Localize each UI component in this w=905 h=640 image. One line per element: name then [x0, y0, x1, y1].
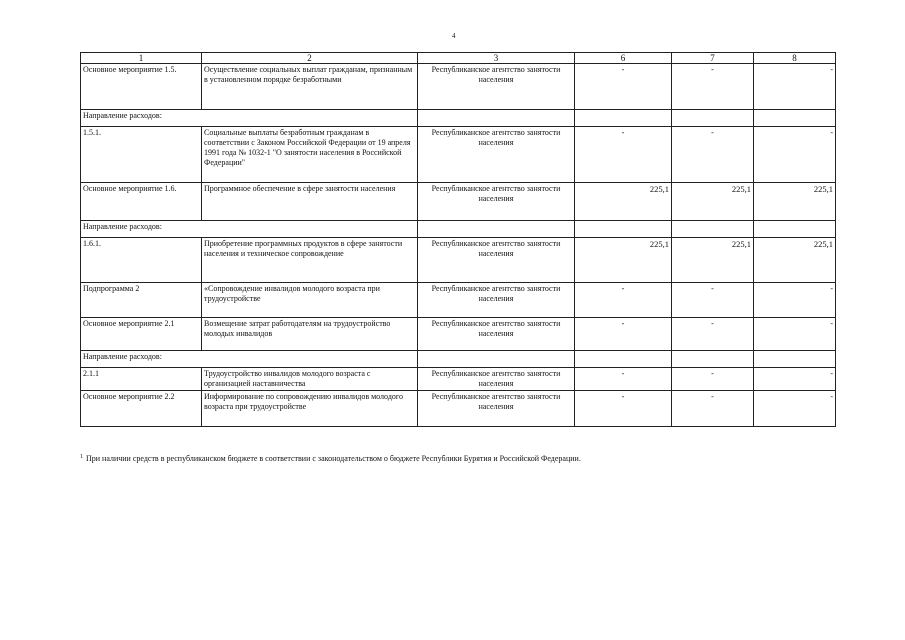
- page-number: 4: [452, 32, 456, 40]
- row-value-col8: -: [754, 391, 836, 427]
- table-row: [81, 127, 836, 183]
- table-row: [81, 64, 836, 110]
- row-code-cell: Основное мероприятие 2.2: [81, 391, 202, 427]
- table-row: [81, 283, 836, 318]
- section-label: Направление расходов:: [81, 221, 418, 238]
- row-value-col6: -: [575, 283, 672, 318]
- empty-cell: [575, 351, 672, 368]
- row-code-cell: 1.6.1.: [81, 238, 202, 283]
- footnote: [80, 454, 840, 463]
- table-row: [81, 368, 836, 391]
- row-value-col6: -: [575, 127, 672, 183]
- row-description-cell: Возмещение затрат работодателям на трудоустройство молодых инвалидов: [202, 318, 418, 351]
- row-value-col6: -: [575, 368, 672, 391]
- row-description-cell: Информирование по сопровождению инвалидов молодого возраста при трудоустройстве: [202, 391, 418, 427]
- row-value-col7: -: [672, 64, 754, 110]
- expenditure-table: [80, 52, 836, 427]
- empty-cell: [418, 110, 575, 127]
- header-cell-8: 8: [754, 53, 836, 64]
- empty-cell: [418, 221, 575, 238]
- header-cell-1: 1: [81, 53, 202, 64]
- empty-cell: [418, 351, 575, 368]
- empty-cell: [672, 110, 754, 127]
- row-value-col7: -: [672, 391, 754, 427]
- empty-cell: [754, 221, 836, 238]
- header-row: [81, 53, 836, 64]
- table-row: [81, 391, 836, 427]
- row-executor-cell: Республиканское агентство занятости населения: [418, 238, 575, 283]
- row-value-col8: -: [754, 64, 836, 110]
- row-code-cell: 2.1.1: [81, 368, 202, 391]
- empty-cell: [672, 351, 754, 368]
- row-code-cell: Подпрограмма 2: [81, 283, 202, 318]
- section-row: [81, 351, 836, 368]
- row-executor-cell: Республиканское агентство занятости населения: [418, 127, 575, 183]
- row-value-col7: -: [672, 127, 754, 183]
- table-row: [81, 183, 836, 221]
- row-description-cell: Трудоустройство инвалидов молодого возраста с организацией наставничества: [202, 368, 418, 391]
- row-value-col8: -: [754, 127, 836, 183]
- row-description-cell: Осуществление социальных выплат гражданам, признанным в установленном порядке безработными: [202, 64, 418, 110]
- table-row: [81, 238, 836, 283]
- row-value-col8: 225,1: [754, 238, 836, 283]
- row-executor-cell: Республиканское агентство занятости населения: [418, 64, 575, 110]
- row-value-col6: -: [575, 64, 672, 110]
- row-value-col7: -: [672, 318, 754, 351]
- header-cell-6: 6: [575, 53, 672, 64]
- section-label: Направление расходов:: [81, 110, 418, 127]
- empty-cell: [672, 221, 754, 238]
- footnote-marker: 1: [80, 454, 83, 460]
- row-description-cell: Программное обеспечение в сфере занятости населения: [202, 183, 418, 221]
- row-executor-cell: Республиканское агентство занятости населения: [418, 391, 575, 427]
- row-description-cell: Социальные выплаты безработным гражданам в соответствии с Законом Российской Федерации от 19 апреля 1991 года № 1032-1 "О занятости населения в Российской Федерации": [202, 127, 418, 183]
- section-row: [81, 110, 836, 127]
- section-row: [81, 221, 836, 238]
- row-value-col7: -: [672, 368, 754, 391]
- row-value-col8: 225,1: [754, 183, 836, 221]
- section-label: Направление расходов:: [81, 351, 418, 368]
- row-code-cell: Основное мероприятие 2.1: [81, 318, 202, 351]
- row-value-col6: -: [575, 318, 672, 351]
- row-value-col8: -: [754, 283, 836, 318]
- row-executor-cell: Республиканское агентство занятости населения: [418, 368, 575, 391]
- row-value-col8: -: [754, 318, 836, 351]
- row-description-cell: Приобретение программных продуктов в сфере занятости населения и техническое сопровождение: [202, 238, 418, 283]
- row-value-col7: 225,1: [672, 183, 754, 221]
- empty-cell: [575, 221, 672, 238]
- row-value-col7: -: [672, 283, 754, 318]
- header-cell-7: 7: [672, 53, 754, 64]
- header-cell-2: 2: [202, 53, 418, 64]
- footnote-text: При наличии средств в республиканском бюджете в соответствии с законодательством о бюджете Республики Бурятия и Российской Федерации.: [86, 454, 581, 463]
- row-description-cell: «Сопровождение инвалидов молодого возраста при трудоустройстве: [202, 283, 418, 318]
- row-code-cell: Основное мероприятие 1.6.: [81, 183, 202, 221]
- row-code-cell: Основное мероприятие 1.5.: [81, 64, 202, 110]
- empty-cell: [575, 110, 672, 127]
- row-executor-cell: Республиканское агентство занятости населения: [418, 318, 575, 351]
- row-executor-cell: Республиканское агентство занятости населения: [418, 183, 575, 221]
- empty-cell: [754, 351, 836, 368]
- row-value-col7: 225,1: [672, 238, 754, 283]
- row-code-cell: 1.5.1.: [81, 127, 202, 183]
- row-value-col8: -: [754, 368, 836, 391]
- empty-cell: [754, 110, 836, 127]
- table-row: [81, 318, 836, 351]
- header-cell-3: 3: [418, 53, 575, 64]
- row-value-col6: 225,1: [575, 238, 672, 283]
- row-executor-cell: Республиканское агентство занятости населения: [418, 283, 575, 318]
- row-value-col6: -: [575, 391, 672, 427]
- row-value-col6: 225,1: [575, 183, 672, 221]
